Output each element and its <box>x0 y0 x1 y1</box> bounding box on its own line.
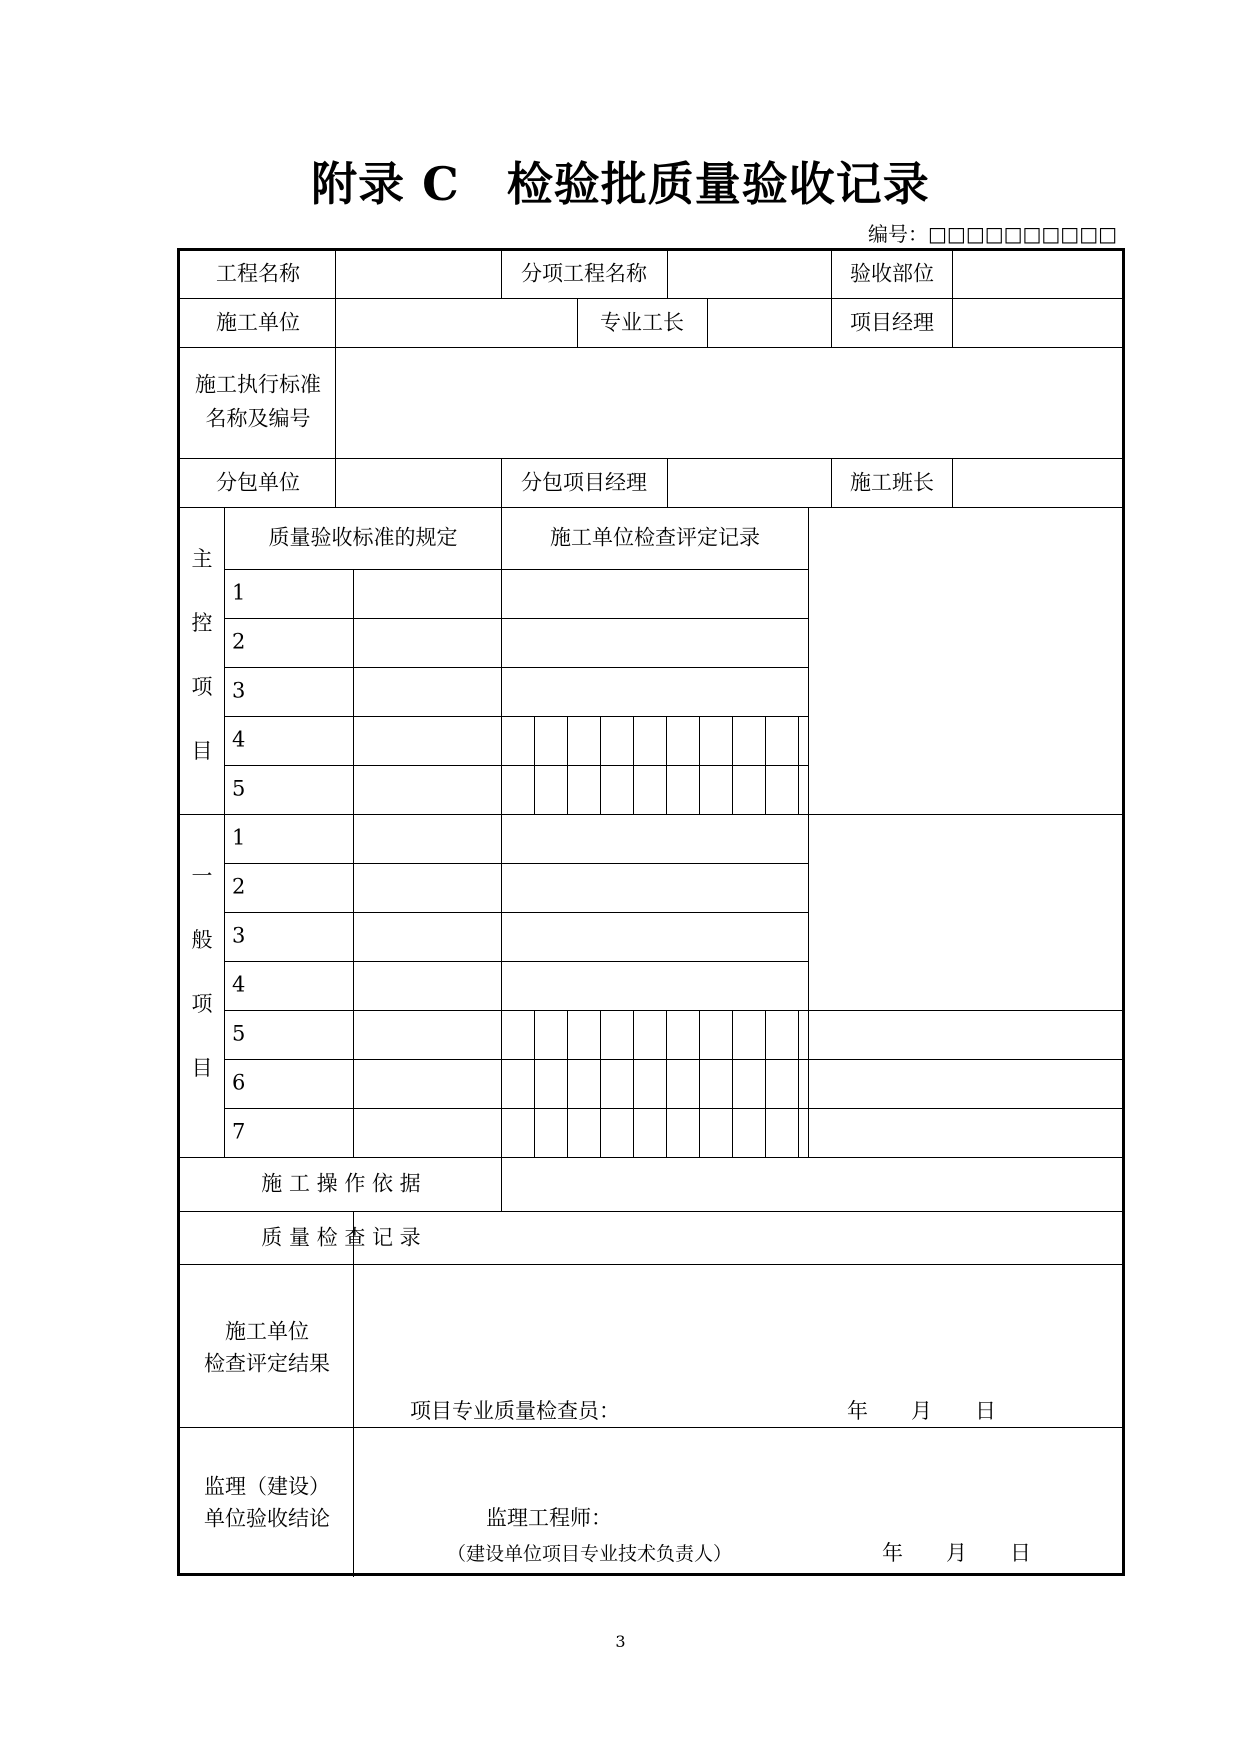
label-quality-check-record: 质 量 检 查 记 录 <box>261 1225 421 1250</box>
row-line <box>180 458 1122 459</box>
general-row-number: 7 <box>232 1119 246 1144</box>
grid-line <box>534 1010 535 1157</box>
main-control-char: 控 <box>191 611 213 635</box>
row-line <box>224 1108 1122 1109</box>
grid-line <box>666 716 667 814</box>
row-line <box>180 814 1122 815</box>
row-line <box>180 347 1122 348</box>
record-number: 编号：□□□□□□□□□□ <box>868 222 1117 246</box>
row-line <box>224 618 808 619</box>
row-line <box>180 507 1122 508</box>
col-line <box>831 458 832 507</box>
row-line <box>224 912 808 913</box>
grid-line <box>699 1010 700 1157</box>
label-unit-result-line2: 检查评定结果 <box>204 1351 330 1376</box>
col-line <box>707 298 708 347</box>
month-label: 月 <box>946 1541 967 1565</box>
year-label: 年 <box>847 1399 868 1423</box>
day-label: 日 <box>975 1399 996 1423</box>
main-control-row-number: 5 <box>232 776 246 801</box>
grid-line <box>765 716 766 814</box>
general-row-number: 3 <box>232 923 246 948</box>
page-title: 附录 C 检验批质量验收记录 <box>311 157 930 211</box>
main-control-row-number: 1 <box>232 580 246 605</box>
label-sub-project-manager: 分包项目经理 <box>521 470 647 495</box>
label-project-name: 工程名称 <box>216 261 300 286</box>
month-label: 月 <box>911 1399 932 1423</box>
column-header-provision: 质量验收标准的规定 <box>268 525 458 550</box>
row-line <box>224 569 808 570</box>
grid-line <box>732 1010 733 1157</box>
grid-line <box>633 1010 634 1157</box>
general-items-char: 一 <box>191 864 213 888</box>
main-control-char: 项 <box>191 675 213 699</box>
label-subitem-name: 分项工程名称 <box>521 261 647 286</box>
col-line <box>335 251 336 298</box>
col-line <box>808 507 809 1157</box>
column-header-record: 施工单位检查评定记录 <box>550 525 760 550</box>
grid-line <box>534 716 535 814</box>
page-number: 3 <box>615 1632 626 1651</box>
label-subcontractor: 分包单位 <box>216 470 300 495</box>
col-line <box>952 458 953 507</box>
grid-line <box>567 716 568 814</box>
label-unit-result-line1: 施工单位 <box>225 1319 309 1344</box>
main-control-row-number: 4 <box>232 727 246 752</box>
engineer-signature-label: 监理工程师： <box>486 1506 612 1530</box>
row-line <box>180 1427 1122 1428</box>
general-row-number: 6 <box>232 1070 246 1095</box>
row-line <box>180 1211 1122 1212</box>
col-line <box>353 569 354 1157</box>
grid-line <box>732 716 733 814</box>
col-line <box>952 251 953 298</box>
general-row-number: 1 <box>232 825 246 850</box>
day-label: 日 <box>1010 1541 1031 1565</box>
label-project-manager: 项目经理 <box>850 310 934 335</box>
col-line <box>831 298 832 347</box>
col-line <box>335 347 336 458</box>
grid-line <box>798 1010 799 1157</box>
col-line <box>667 458 668 507</box>
label-acceptance-part: 验收部位 <box>850 261 934 286</box>
grid-line <box>567 1010 568 1157</box>
grid-line <box>666 1010 667 1157</box>
general-row-number: 4 <box>232 972 246 997</box>
general-items-char: 目 <box>191 1056 213 1080</box>
col-line <box>501 458 502 507</box>
row-line <box>224 1059 1122 1060</box>
col-line <box>501 507 502 1211</box>
main-control-row-number: 3 <box>232 678 246 703</box>
col-line <box>335 298 336 347</box>
row-line <box>224 667 808 668</box>
grid-line <box>765 1010 766 1157</box>
col-line <box>335 458 336 507</box>
grid-line <box>798 716 799 814</box>
grid-line <box>600 1010 601 1157</box>
label-standard-line1: 施工执行标准 <box>195 372 321 397</box>
general-items-label <box>187 866 217 1122</box>
main-control-char: 主 <box>191 547 213 571</box>
label-construction-unit: 施工单位 <box>216 310 300 335</box>
grid-line <box>600 716 601 814</box>
row-line <box>180 298 1122 299</box>
col-line <box>353 1211 354 1577</box>
col-line <box>667 251 668 298</box>
row-line <box>224 961 808 962</box>
owner-note: （建设单位项目专业技术负责人） <box>447 1543 733 1565</box>
main-control-char: 目 <box>191 739 213 763</box>
main-control-row-number: 2 <box>232 629 246 654</box>
col-line <box>224 507 225 1157</box>
main-control-label <box>187 549 217 805</box>
general-row-number: 2 <box>232 874 246 899</box>
inspection-form <box>177 248 1125 1576</box>
grid-line <box>633 716 634 814</box>
col-line <box>952 298 953 347</box>
general-items-char: 项 <box>191 992 213 1016</box>
row-line <box>224 863 808 864</box>
row-line <box>180 1157 1122 1158</box>
year-label: 年 <box>882 1541 903 1565</box>
row-line <box>224 716 808 717</box>
label-foreman: 专业工长 <box>600 310 684 335</box>
col-line <box>577 298 578 347</box>
general-row-number: 5 <box>232 1021 246 1046</box>
general-items-char: 般 <box>191 928 213 952</box>
row-line <box>180 1264 1122 1265</box>
col-line <box>501 251 502 298</box>
label-supervision-line2: 单位验收结论 <box>204 1506 330 1531</box>
grid-line <box>699 716 700 814</box>
label-standard-line2: 名称及编号 <box>205 406 311 431</box>
label-team-leader: 施工班长 <box>850 470 934 495</box>
label-operation-basis: 施 工 操 作 依 据 <box>261 1171 421 1196</box>
col-line <box>831 251 832 298</box>
row-line <box>224 1010 1122 1011</box>
label-supervision-line1: 监理（建设） <box>204 1474 330 1499</box>
inspector-signature-label: 项目专业质量检查员： <box>410 1399 620 1423</box>
row-line <box>224 765 808 766</box>
